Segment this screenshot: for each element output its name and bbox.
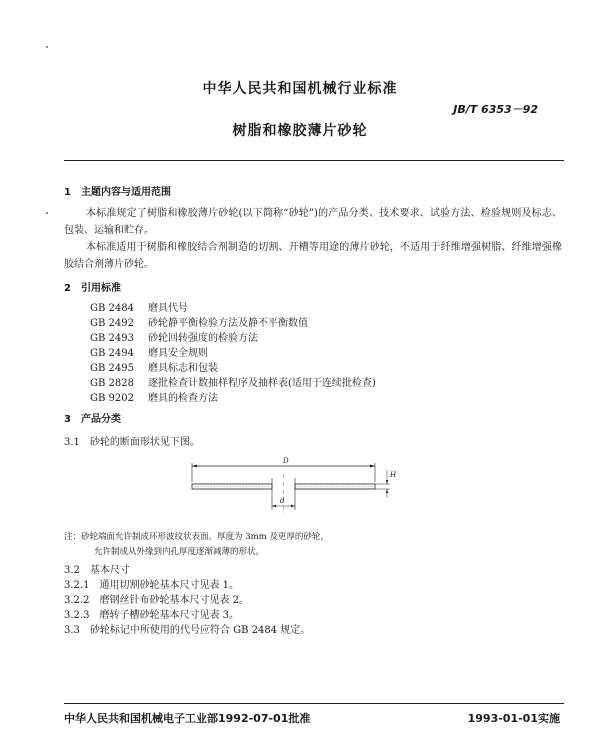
figure-note-line-2: 允许制成从外缘到内孔厚度逐渐减薄的形状。 [94, 547, 265, 557]
footer-rule [64, 703, 564, 704]
reference-row [90, 374, 376, 389]
reference-name: 磨具安全规则 [148, 348, 208, 359]
reference-name: 逐批检查计数抽样程序及抽样表(适用于连续批检查) [148, 378, 376, 389]
label-outer-diameter: D [283, 457, 289, 465]
section-1-heading: 1 主题内容与适用范围 [64, 187, 171, 198]
header-title: 中华人民共和国机械行业标准 [202, 81, 398, 97]
clause-3-2-3: 3.2.3 磨转子槽砂轮基本尺寸见表 3。 [64, 610, 239, 621]
reference-code: GB 2484 [90, 303, 134, 314]
reference-code: GB 2828 [90, 378, 134, 389]
arrow-head [272, 505, 276, 507]
arrow-head [386, 480, 388, 484]
reference-name: 砂轮回转强度的检验方法 [148, 333, 258, 344]
scan-speck [46, 46, 48, 48]
reference-name: 磨具标志和包装 [148, 363, 218, 374]
reference-code: GB 2494 [90, 348, 134, 359]
standard-code: JB/T 6353－92 [453, 103, 538, 116]
reference-code: GB 2493 [90, 333, 134, 344]
wheel-section-figure [180, 452, 400, 527]
approval-line: 中华人民共和国机械电子工业部1992-07-01批准 [64, 712, 311, 725]
reference-row [90, 359, 218, 374]
reference-row [90, 314, 308, 329]
clause-3-2: 3.2 基本尺寸 [64, 565, 130, 576]
effective-date: 1993-01-01实施 [467, 712, 560, 725]
reference-code: GB 9202 [90, 393, 134, 404]
figure-note-line-1: 注：砂轮端面允许制成环形波纹状表面。厚度为 3mm 及更厚的砂轮， [64, 532, 329, 542]
clause-3-2-2: 3.2.2 磨钢丝针布砂轮基本尺寸见表 2。 [64, 595, 249, 606]
reference-row [90, 299, 188, 314]
arrow-head [370, 465, 375, 468]
header-rule [64, 160, 564, 161]
document-title: 树脂和橡胶薄片砂轮 [232, 123, 368, 139]
reference-name: 砂轮静平衡检验方法及静不平衡数值 [148, 318, 308, 329]
label-thickness: H [390, 471, 397, 479]
reference-row [90, 329, 258, 344]
arrow-head [192, 465, 197, 468]
reference-code: GB 2495 [90, 363, 134, 374]
reference-row [90, 344, 208, 359]
arrow-head [291, 505, 295, 507]
reference-code: GB 2492 [90, 318, 134, 329]
section-1-para-2: 本标准适用于树脂和橡胶结合剂制造的切割、开槽等用途的薄片砂轮，不适用于纤维增强树脂、纤维增强橡胶结合剂薄片砂轮。 [64, 242, 562, 270]
arrow-head [386, 489, 388, 493]
section-3-heading: 3 产品分类 [64, 414, 121, 425]
label-bore-diameter: d [280, 497, 285, 505]
section-1-para-1: 本标准规定了树脂和橡胶薄片砂轮(以下简称“砂轮”)的产品分类、技术要求、试验方法、检验规则及标志、包装、运输和贮存。 [64, 208, 562, 236]
clause-3-2-1: 3.2.1 通用切割砂轮基本尺寸见表 1。 [64, 580, 239, 591]
reference-row [90, 389, 218, 404]
scan-speck [46, 212, 48, 214]
clause-3-1: 3.1 砂轮的断面形状见下图。 [64, 437, 200, 448]
reference-name: 磨具的检查方法 [148, 393, 218, 404]
reference-name: 磨具代号 [148, 303, 188, 314]
section-2-heading: 2 引用标准 [64, 283, 121, 294]
clause-3-3: 3.3 砂轮标记中所使用的代号应符合 GB 2484 规定。 [64, 625, 311, 636]
